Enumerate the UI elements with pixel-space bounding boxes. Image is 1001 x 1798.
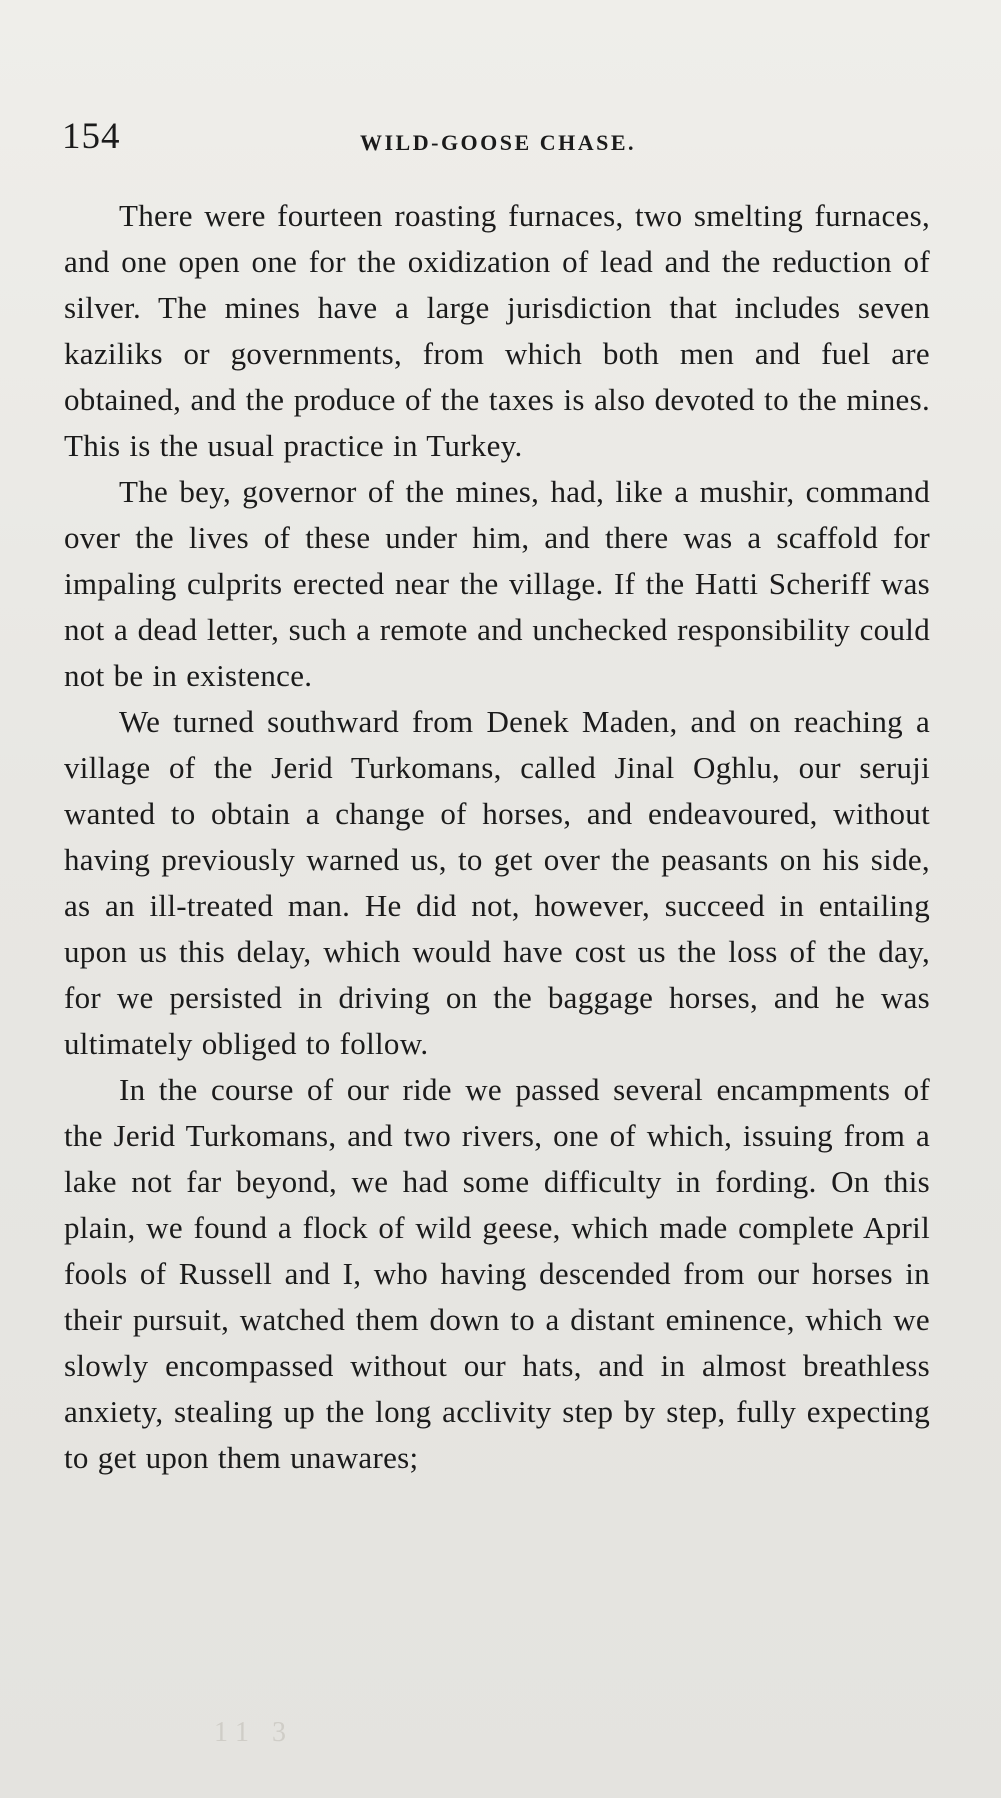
page-number: 154 — [62, 116, 121, 157]
paragraph: In the course of our ride we passed several encampments of the Jerid Turkomans, and two rivers, one of which, issuing from a lake not far beyond, we had some difficulty in fording. On this plain, we found a flock of wild geese, which made complete April fools of Russell and I, who having descended from our horses in their pursuit, watched them down to a distant eminence, which we slowly encompassed without our hats, and in almost breathless anxiety, stealing up the long acclivity step by step, fully expecting to get upon them unawares; — [64, 1072, 930, 1475]
body-text — [64, 193, 930, 1481]
paragraph: There were fourteen roasting furnaces, two smelting furnaces, and one open one for the oxidization of lead and the reduction of silver. The mines have a large jurisdiction that includes seven kaziliks or governments, from which both men and fuel are obtained, and the produce of the taxes is also devoted to the mines. This is the usual practice in Turkey. — [64, 198, 930, 463]
paragraph: We turned southward from Denek Maden, and on reaching a village of the Jerid Turkomans, called Jinal Oghlu, our seruji wanted to obtain a change of horses, and endeavoured, without having previously warned us, to get over the peasants on his side, as an ill-treated man. He did not, however, succeed in entailing upon us this delay, which would have cost us the loss of the day, for we persisted in driving on the baggage horses, and he was ultimately obliged to follow. — [64, 704, 930, 1061]
signature-mark: 11 3 — [214, 1717, 294, 1748]
running-title: WILD-GOOSE CHASE. — [360, 130, 636, 155]
paragraph: The bey, governor of the mines, had, like a mushir, command over the lives of these under him, and there was a scaffold for impaling culprits erected near the village. If the Hatti Scheriff was not a dead letter, such a remote and unchecked responsibility could not be in existence. — [64, 474, 930, 693]
running-head — [62, 118, 934, 168]
